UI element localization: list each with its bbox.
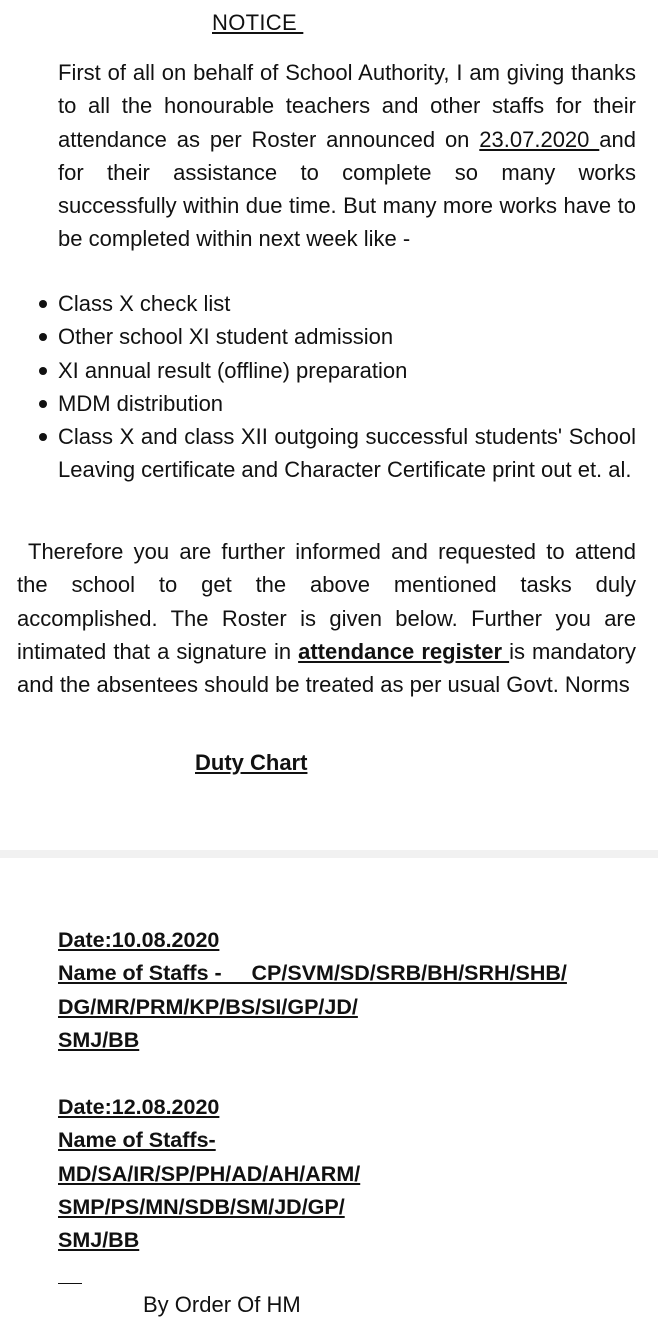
request-text: Therefore you are further informed and requested to attend the school to get the above mentioned tasks duly accomplished. The Roster is given below. Further you are intimated that a signature in: [17, 539, 636, 664]
staff-names: DG/MR/PRM/KP/BS/SI/GP/JD/: [58, 994, 358, 1019]
underline-mark: [58, 1283, 82, 1284]
duty-chart-heading: Duty Chart: [195, 750, 308, 775]
notice-title: NOTICE: [212, 10, 304, 35]
roster-entry: [58, 924, 567, 1057]
intro-text-rest: and for their assistance to complete so many works successfully within due time. But many more works have to be completed within next week like -: [58, 126, 636, 252]
intro-text: First of all on behalf of School Authority, I am giving thanks to all the honourable teachers and other staffs for their attendance as per Roster announced on: [58, 60, 636, 152]
page-divider: [0, 850, 658, 858]
list-item: Class X and class XII outgoing successful students' School Leaving certificate and Character Certificate print out et. al.: [58, 420, 636, 487]
roster-date: Date:12.08.2020: [58, 1095, 220, 1119]
staff-names: Name of Staffs-: [58, 1128, 216, 1153]
roster-entry: [58, 1091, 360, 1257]
staff-names: Name of Staffs - CP/SVM/SD/SRB/BH/SRH/SHB/: [58, 961, 567, 986]
list-item: XI annual result (offline) preparation: [58, 354, 636, 387]
intro-paragraph: [58, 56, 636, 256]
list-item: Other school XI student admission: [58, 320, 636, 353]
roster-date: Date:10.08.2020: [58, 928, 220, 952]
list-item: Class X check list: [58, 287, 636, 320]
order-signoff: By Order Of HM: [143, 1292, 301, 1317]
task-list: [58, 287, 636, 487]
request-paragraph: [17, 535, 636, 701]
list-item: MDM distribution: [58, 387, 636, 420]
staff-names: MD/SA/IR/SP/PH/AD/AH/ARM/: [58, 1161, 361, 1186]
staff-names: SMJ/BB: [58, 1228, 140, 1253]
attendance-register-emphasis: attendance register: [298, 638, 510, 664]
roster-date: 23.07.2020: [479, 126, 600, 152]
roster-page: [0, 858, 658, 1344]
staff-names: SMJ/BB: [58, 1027, 140, 1052]
request-text-rest: is mandatory and the absentees should be treated as per usual Govt. Norms: [17, 638, 636, 698]
staff-names: SMP/PS/MN/SDB/SM/JD/GP/: [58, 1194, 345, 1219]
